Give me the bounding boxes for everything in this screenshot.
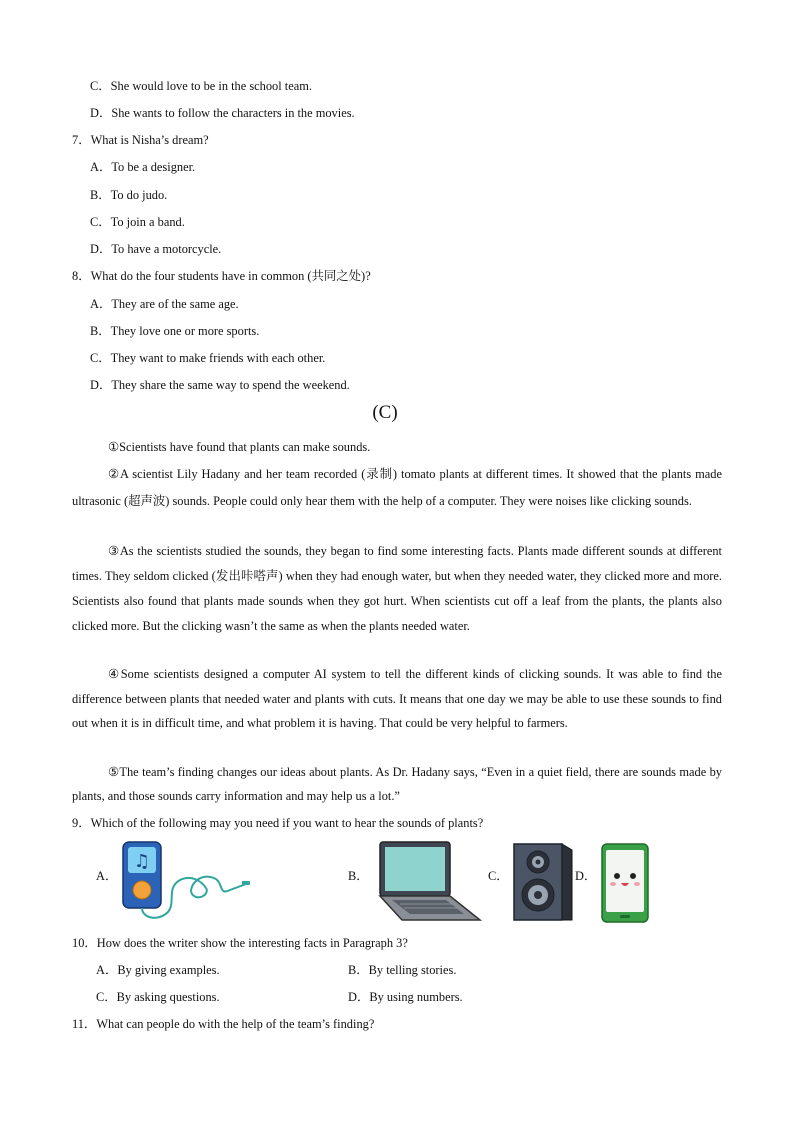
option-letter: D． (348, 990, 370, 1004)
option-text: She wants to follow the characters in the movies. (111, 106, 355, 120)
smartphone-icon[interactable] (600, 842, 650, 924)
paragraph-3: ③As the scientists studied the sounds, they began to find some interesting facts. Plants made different sounds at different times. They seldom clicked (发出咔嗒声) when they had enough water, but when they needed water, they clicked more and more. Scientists also found that plants made sounds when they got hurt. When scientists cut off a leaf from the plants, the plants also clicked more. But the clicking wasn’t the same as when the plants needed water. (72, 544, 722, 633)
option-text: They share the same way to spend the weekend. (111, 378, 350, 392)
q8-option-d[interactable] (90, 377, 350, 393)
q7-option-c[interactable] (90, 214, 185, 230)
paragraph-5: ⑤The team’s finding changes our ideas about plants. As Dr. Hadany says, “Even in a quiet field, there are sounds made by plants, and those sounds carry information and may help us a lot.” (72, 765, 722, 803)
q7-option-a[interactable] (90, 159, 195, 175)
q7-option-b[interactable] (90, 187, 167, 203)
q10-option-d[interactable] (348, 989, 463, 1005)
option-letter: B． (348, 963, 369, 977)
option-letter: B． (90, 188, 111, 202)
option-letter: D． (90, 242, 112, 256)
option-letter: A． (96, 963, 118, 977)
option-letter: A． (90, 160, 112, 174)
option-text: By asking questions. (116, 990, 220, 1004)
speaker-icon[interactable] (510, 840, 576, 924)
option-text: They want to make friends with each other. (110, 351, 326, 365)
option-letter: C． (90, 215, 111, 229)
option-text: They are of the same age. (111, 297, 239, 311)
q9-option-b-label[interactable]: B． (348, 869, 369, 883)
q8-option-a[interactable] (90, 296, 239, 312)
q9-option-d-label[interactable]: D． (575, 869, 597, 883)
option-text: By telling stories. (368, 963, 457, 977)
svg-text:♫: ♫ (133, 851, 151, 872)
option-text: To do judo. (110, 188, 168, 202)
q9-option-c-label[interactable]: C． (488, 869, 509, 883)
paragraph-1: ①Scientists have found that plants can make sounds. (108, 440, 371, 454)
option-letter: A． (90, 297, 112, 311)
q8-option-c[interactable] (90, 350, 325, 366)
q10-option-b[interactable] (348, 962, 456, 978)
mp3-player-icon[interactable] (118, 840, 254, 922)
q7-option-d[interactable] (90, 241, 221, 257)
q9-option-a-label[interactable]: A． (96, 869, 118, 883)
option-text: To be a designer. (111, 160, 196, 174)
passage-title: (C) (372, 402, 398, 423)
option-text: To have a motorcycle. (111, 242, 222, 256)
q7-stem: 7．What is Nisha’s dream? (72, 133, 209, 147)
option-text: By giving examples. (117, 963, 220, 977)
prev-option-d[interactable] (90, 105, 355, 121)
paragraph-4: ④Some scientists designed a computer AI system to tell the different kinds of clicking sounds. It was able to find the difference between plants that needed water and plants with cuts. It means that one day we may be able to use these sounds to find out when it is in difficult time, and what problem it is having. That could be very helpful to farmers. (72, 667, 722, 730)
paragraph-2: ②A scientist Lily Hadany and her team recorded (录制) tomato plants at different times. It showed that the plants made ultrasonic (超声波) sounds. People could only hear them with the help of a computer. They were noises like clicking sounds. (72, 467, 722, 508)
laptop-icon[interactable] (372, 840, 482, 924)
option-letter: C． (90, 79, 111, 93)
q8-stem: 8．What do the four students have in common (共同之处)? (72, 269, 371, 283)
option-letter: D． (90, 378, 112, 392)
q10-option-c[interactable] (96, 989, 220, 1005)
option-text: She would love to be in the school team. (110, 79, 312, 93)
q10-option-a[interactable] (96, 962, 220, 978)
option-text: They love one or more sports. (110, 324, 260, 338)
q9-stem: 9．Which of the following may you need if you want to hear the sounds of plants? (72, 816, 484, 830)
option-letter: C． (96, 990, 117, 1004)
q10-stem: 10．How does the writer show the interesting facts in Paragraph 3? (72, 936, 408, 950)
option-text: By using numbers. (369, 990, 463, 1004)
q8-option-b[interactable] (90, 323, 259, 339)
option-letter: C． (90, 351, 111, 365)
option-text: To join a band. (110, 215, 185, 229)
option-letter: D． (90, 106, 112, 120)
q11-stem: 11．What can people do with the help of the team’s finding? (72, 1017, 375, 1031)
option-letter: B． (90, 324, 111, 338)
prev-option-c[interactable] (90, 78, 312, 94)
